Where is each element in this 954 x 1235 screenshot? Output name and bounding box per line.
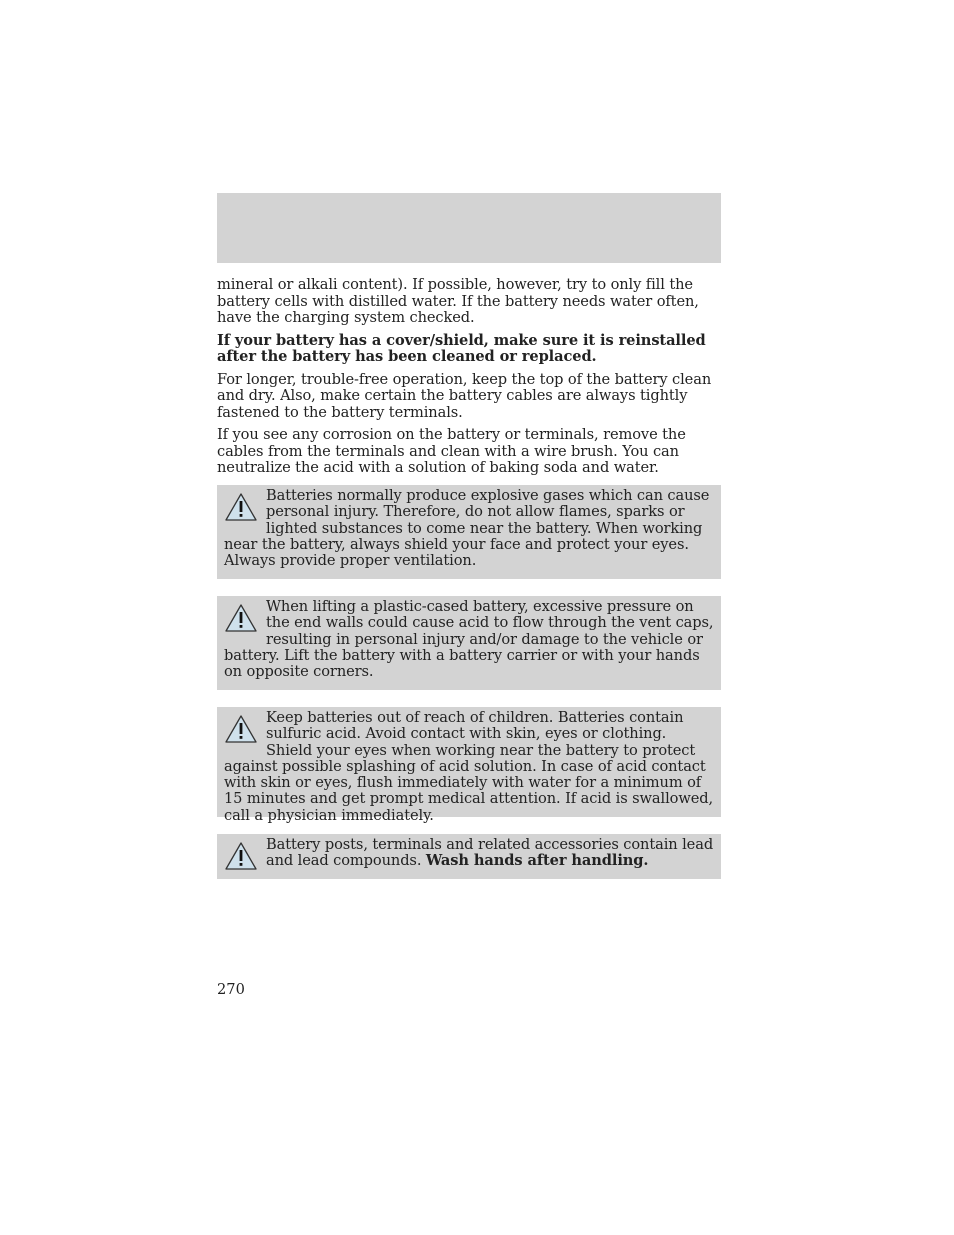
warning-triangle-icon	[224, 492, 258, 522]
warning-triangle-icon	[224, 841, 258, 871]
header-bar	[217, 193, 721, 263]
warning-text: Battery posts, terminals and related accessories contain lead and lead compounds.	[266, 836, 714, 870]
warning-text: Batteries normally produce explosive gases which can cause personal injury. Therefore, do not allow flames, sparks or lighted substances to come near the battery. When working near the battery, always shield your face and protect your eyes. Always provide proper ventilation.	[224, 487, 710, 570]
warning-lead-compounds	[217, 834, 721, 879]
body-text	[217, 277, 721, 483]
warning-text: Keep batteries out of reach of children. Batteries contain sulfuric acid. Avoid contact with skin, eyes or clothing. Shield your eyes when working near the battery to protect against possible splashing of acid solution. In case of acid contact with skin or eyes, flush immediately with water for a minimum of 15 minutes and get prompt medical attention. If acid is swallowed, call a physician immediately.	[224, 709, 714, 824]
paragraph-cover-shield: If your battery has a cover/shield, make sure it is reinstalled after the battery has been cleaned or replaced.	[217, 331, 706, 365]
paragraph-distilled-water: mineral or alkali content). If possible, however, try to only fill the battery cells with distilled water. If the battery needs water often, have the charging system checked.	[217, 276, 699, 326]
warning-explosive-gases	[217, 485, 721, 579]
page-number: 270	[217, 981, 245, 998]
warning-triangle-icon	[224, 714, 258, 744]
paragraph-keep-clean: For longer, trouble-free operation, keep the top of the battery clean and dry. Also, make certain the battery cables are always tightly fastened to the battery terminals.	[217, 370, 712, 421]
warning-triangle-icon	[224, 603, 258, 633]
warning-lifting-battery	[217, 596, 721, 690]
warning-sulfuric-acid	[217, 707, 721, 824]
warning-text-bold: Wash hands after handling.	[425, 852, 649, 870]
paragraph-corrosion: If you see any corrosion on the battery or terminals, remove the cables from the terminals and clean with a wire brush. You can neutralize the acid with a solution of baking soda and water.	[217, 426, 686, 476]
warning-text: When lifting a plastic-cased battery, excessive pressure on the end walls could cause acid to flow through the vent caps, resulting in personal injury and/or damage to the vehicle or battery. Lift the battery with a battery carrier or with your hands on opposite corners.	[224, 598, 714, 681]
